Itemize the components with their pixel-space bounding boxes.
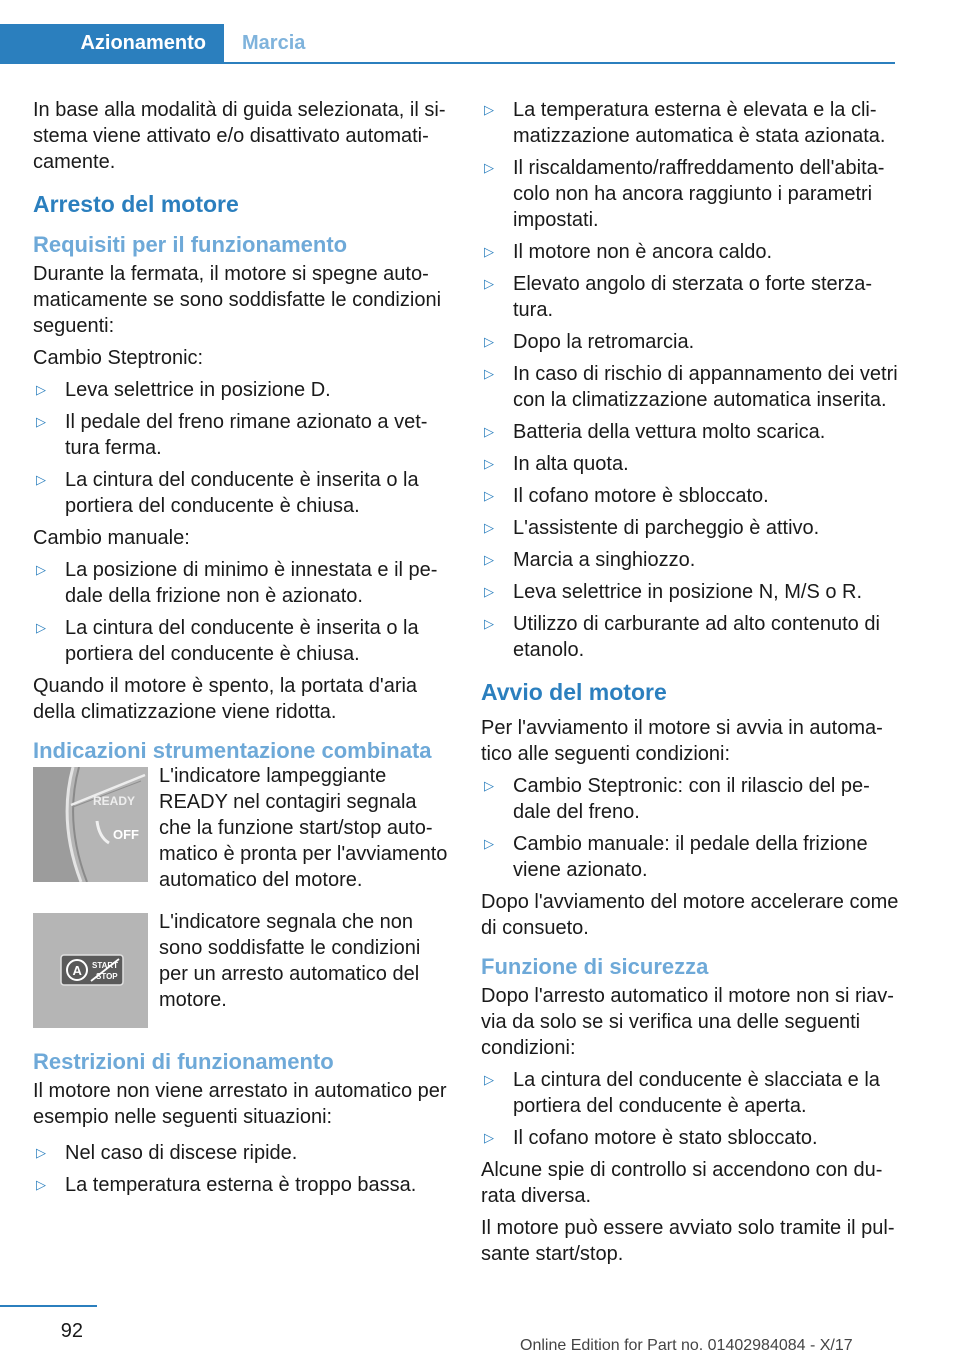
heading-restrizioni: Restrizioni di funzionamento — [33, 1049, 334, 1074]
list-item: ▷ Nel caso di discese ripide. — [36, 1142, 298, 1164]
bullet-icon: ▷ — [484, 456, 494, 471]
heading-indicazioni: Indicazioni strumentazione combinata — [33, 738, 432, 763]
manual-label: Cambio manuale: — [33, 527, 190, 549]
list-item: ▷ Il riscaldamento/raffreddamento dell'abitacolo non ha ancora raggiunto i parametri impostati. — [484, 157, 885, 231]
list-item: ▷ La temperatura esterna è troppo bassa. — [36, 1174, 417, 1196]
bullet-icon: ▷ — [484, 1130, 494, 1145]
list-item: ▷ La cintura del conducente è inserita o la portiera del conducente è chiusa. — [36, 469, 419, 517]
bullet-icon: ▷ — [484, 276, 494, 291]
bullet-icon: ▷ — [484, 160, 494, 175]
steptronic-list — [33, 377, 451, 519]
bullet-icon: ▷ — [484, 616, 494, 631]
bullet-icon: ▷ — [484, 334, 494, 349]
avvio-list — [481, 773, 899, 883]
list-item: ▷ Utilizzo di carburante ad alto contenuto di etanolo. — [484, 613, 880, 661]
list-item: ▷ In alta quota. — [484, 453, 629, 475]
avvio-after-paragraph: Dopo l'avviamento del motore accelerare come di consueto. — [481, 891, 899, 939]
bullet-icon: ▷ — [484, 552, 494, 567]
steptronic-label: Cambio Steptronic: — [33, 347, 204, 369]
bullet-icon: ▷ — [36, 1145, 46, 1160]
list-item: ▷ Il cofano motore è stato sbloccato. — [484, 1127, 818, 1149]
figure-start-stop — [33, 913, 451, 1028]
bullet-icon: ▷ — [484, 778, 494, 793]
start-stop-warning-icon — [33, 913, 148, 1028]
list-item: ▷ La posizione di minimo è innestata e il pedale della frizione non è azionato. — [36, 559, 438, 607]
svg-text:OFF: OFF — [113, 827, 139, 842]
bullet-icon: ▷ — [36, 562, 46, 577]
figure-ready — [33, 767, 451, 893]
list-item: ▷ La cintura del conducente è slacciata e la portiera del conducente è aperta. — [484, 1069, 880, 1117]
bullet-icon: ▷ — [36, 1177, 46, 1192]
requisiti-paragraph: Durante la fermata, il motore si spegne automaticamente se sono soddisfatte le condizioni seguenti: — [33, 263, 442, 337]
svg-text:STOP: STOP — [96, 972, 118, 981]
list-item: ▷ Il cofano motore è sbloccato. — [484, 485, 769, 507]
intro-paragraph: In base alla modalità di guida selezionata, il sistema viene attivato e/o disattivato automaticamente. — [33, 99, 446, 173]
list-item: ▷ Leva selettrice in posizione N, M/S o R. — [484, 581, 863, 603]
bullet-icon: ▷ — [36, 414, 46, 429]
list-item: ▷ Il pedale del freno rimane azionato a vettura ferma. — [36, 411, 428, 459]
list-item: ▷ Cambio manuale: il pedale della frizione viene azionato. — [484, 833, 868, 881]
sicurezza-list — [481, 1067, 899, 1151]
list-item: ▷ Dopo la retromarcia. — [484, 331, 695, 353]
bullet-icon: ▷ — [484, 836, 494, 851]
start-stop-indicator-image — [33, 913, 148, 1028]
svg-text:A: A — [72, 963, 82, 978]
list-item: ▷ La temperatura esterna è elevata e la climatizzazione automatica è stata azionata. — [484, 99, 886, 147]
tab-marcia[interactable]: Marcia — [242, 32, 306, 54]
bullet-icon: ▷ — [484, 366, 494, 381]
bullet-icon: ▷ — [484, 584, 494, 599]
restrizioni-list-left — [33, 1140, 451, 1198]
restrizioni-list-right — [481, 97, 899, 663]
list-item: ▷ Leva selettrice in posizione D. — [36, 379, 331, 401]
figure-start-stop-caption: L'indicatore segnala che non sono soddisfatte le condizioni per un arresto automatico del motore. — [159, 911, 421, 1011]
heading-sicurezza: Funzione di sicurezza — [481, 954, 709, 979]
sicurezza-note-2: Il motore può essere avviato solo tramite il pulsante start/stop. — [481, 1217, 895, 1265]
footer-rule — [0, 1305, 97, 1307]
heading-arresto: Arresto del motore — [33, 191, 239, 217]
bullet-icon: ▷ — [484, 520, 494, 535]
restrizioni-paragraph: Il motore non viene arrestato in automatico per esempio nelle seguenti situazioni: — [33, 1080, 447, 1128]
bullet-icon: ▷ — [484, 488, 494, 503]
list-item: ▷ In caso di rischio di appannamento dei vetri con la climatizzazione automatica inserita. — [484, 363, 898, 411]
heading-avvio: Avvio del motore — [481, 679, 667, 705]
svg-text:READY: READY — [93, 794, 136, 808]
list-item: ▷ Il motore non è ancora caldo. — [484, 241, 773, 263]
list-item: ▷ Batteria della vettura molto scarica. — [484, 421, 826, 443]
list-item: ▷ L'assistente di parcheggio è attivo. — [484, 517, 820, 539]
manual-list — [33, 557, 451, 667]
heading-requisiti: Requisiti per il funzionamento — [33, 232, 348, 257]
bullet-icon: ▷ — [484, 102, 494, 117]
avvio-paragraph: Per l'avviamento il motore si avvia in automatico alle seguenti condizioni: — [481, 717, 883, 765]
tab-azionamento[interactable]: Azionamento — [0, 24, 224, 62]
bullet-icon: ▷ — [484, 244, 494, 259]
bullet-icon: ▷ — [36, 472, 46, 487]
bullet-icon: ▷ — [484, 1072, 494, 1087]
bullet-icon: ▷ — [36, 382, 46, 397]
list-item: ▷ Elevato angolo di sterzata o forte sterzatura. — [484, 273, 873, 321]
list-item: ▷ La cintura del conducente è inserita o la portiera del conducente è chiusa. — [36, 617, 419, 665]
left-column — [33, 97, 451, 1204]
sicurezza-note-1: Alcune spie di controllo si accendono con durata diversa. — [481, 1159, 883, 1207]
bullet-icon: ▷ — [484, 424, 494, 439]
bullet-icon: ▷ — [36, 620, 46, 635]
sicurezza-paragraph: Dopo l'arresto automatico il motore non si riavvia da solo se si verifica una delle seguenti condizioni: — [481, 985, 894, 1059]
svg-text:START: START — [92, 961, 119, 970]
page-number: 92 — [60, 1320, 83, 1342]
list-item: ▷ Marcia a singhiozzo. — [484, 549, 696, 571]
engine-off-note: Quando il motore è spento, la portata d'aria della climatizzazione viene ridotta. — [33, 675, 418, 723]
list-item: ▷ Cambio Steptronic: con il rilascio del pedale del freno. — [484, 775, 870, 823]
ready-gauge-image — [33, 767, 148, 882]
right-column — [481, 97, 899, 1273]
header-tabbar — [0, 0, 895, 64]
figure-ready-caption: L'indicatore lampeggiante READY nel contagiri segnala che la funzione start/stop automatico è pronta per l'avviamento automatico del motore. — [159, 765, 448, 891]
edition-footer: Online Edition for Part no. 01402984084 - X/17 — [520, 1337, 853, 1354]
tachometer-icon — [33, 767, 148, 882]
